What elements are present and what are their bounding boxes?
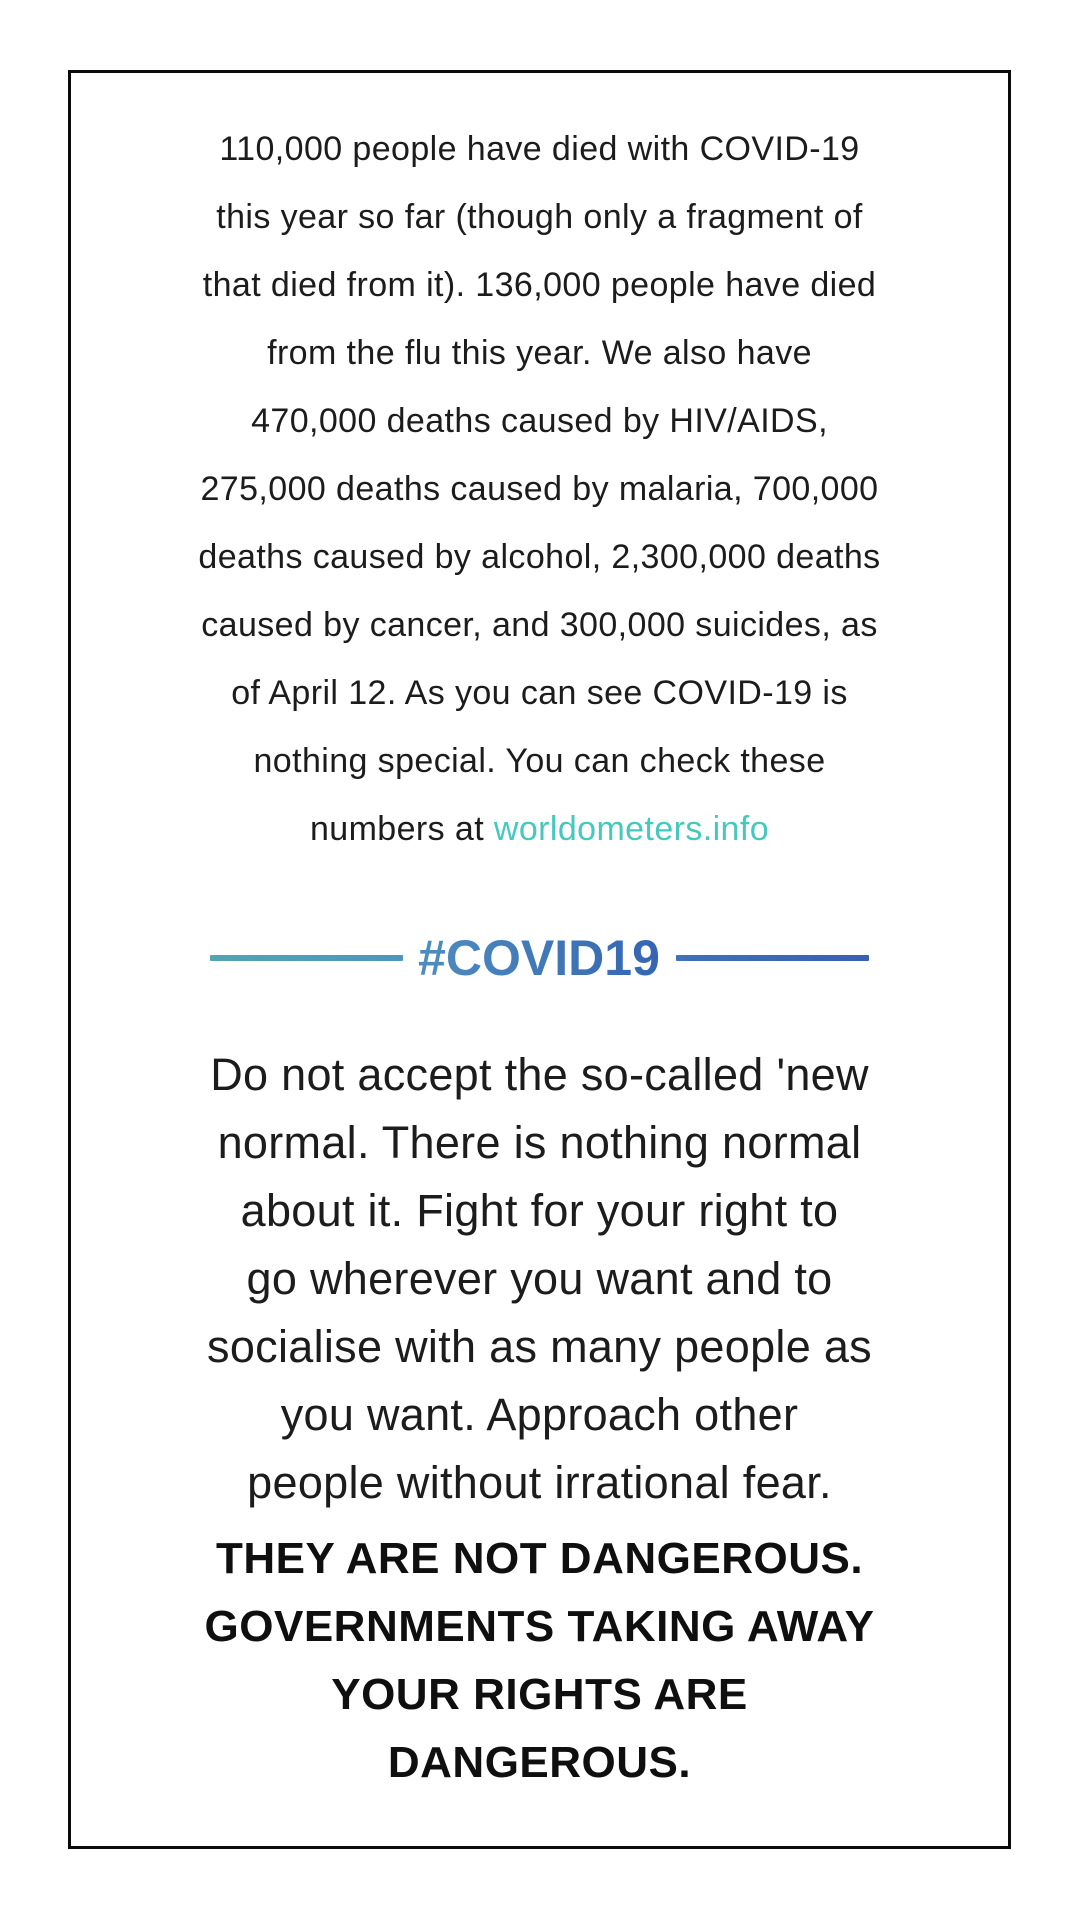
link-prefix-text: numbers at [309,810,494,848]
text-line: go wherever you want and to [246,1253,833,1304]
text-line: nothing special. You can check these [253,742,826,780]
divider-line-left [210,955,403,961]
text-line: this year so far (though only a fragment of [216,198,863,236]
text-line: caused by cancer, and 300,000 suicides, as [201,606,878,644]
covid-hashtag-divider [71,930,1008,986]
worldometers-link[interactable]: worldometers.info [493,810,770,848]
message-paragraph [71,1041,1008,1517]
text-line: socialise with as many people as [207,1321,872,1372]
warning-statement [71,1525,1008,1797]
text-line: THEY ARE NOT DANGEROUS. [215,1534,864,1583]
text-line: of April 12. As you can see COVID-19 is [231,674,848,712]
text-line: Do not accept the so-called 'new [210,1049,869,1100]
intro-paragraph [71,115,1008,795]
covid-hashtag-label: #COVID19 [418,930,660,986]
text-line: from the flu this year. We also have [267,334,812,372]
divider-line-right [676,955,869,961]
text-line: that died from it). 136,000 people have died [202,266,877,304]
poster-frame [68,70,1011,1849]
text-line: DANGEROUS. [387,1738,692,1787]
text-line: GOVERNMENTS TAKING AWAY [204,1602,875,1651]
text-line: about it. Fight for your right to [240,1185,839,1236]
intro-paragraph-last-line [71,795,1008,863]
text-line: deaths caused by alcohol, 2,300,000 deaths [198,538,881,576]
text-line: 470,000 deaths caused by HIV/AIDS, [251,402,828,440]
text-line: you want. Approach other [280,1389,799,1440]
text-line: YOUR RIGHTS ARE [331,1670,748,1719]
text-line: normal. There is nothing normal [217,1117,862,1168]
text-line: people without irrational fear. [247,1457,832,1508]
text-line: 110,000 people have died with COVID-19 [219,130,860,168]
text-line: 275,000 deaths caused by malaria, 700,000 [200,470,879,508]
